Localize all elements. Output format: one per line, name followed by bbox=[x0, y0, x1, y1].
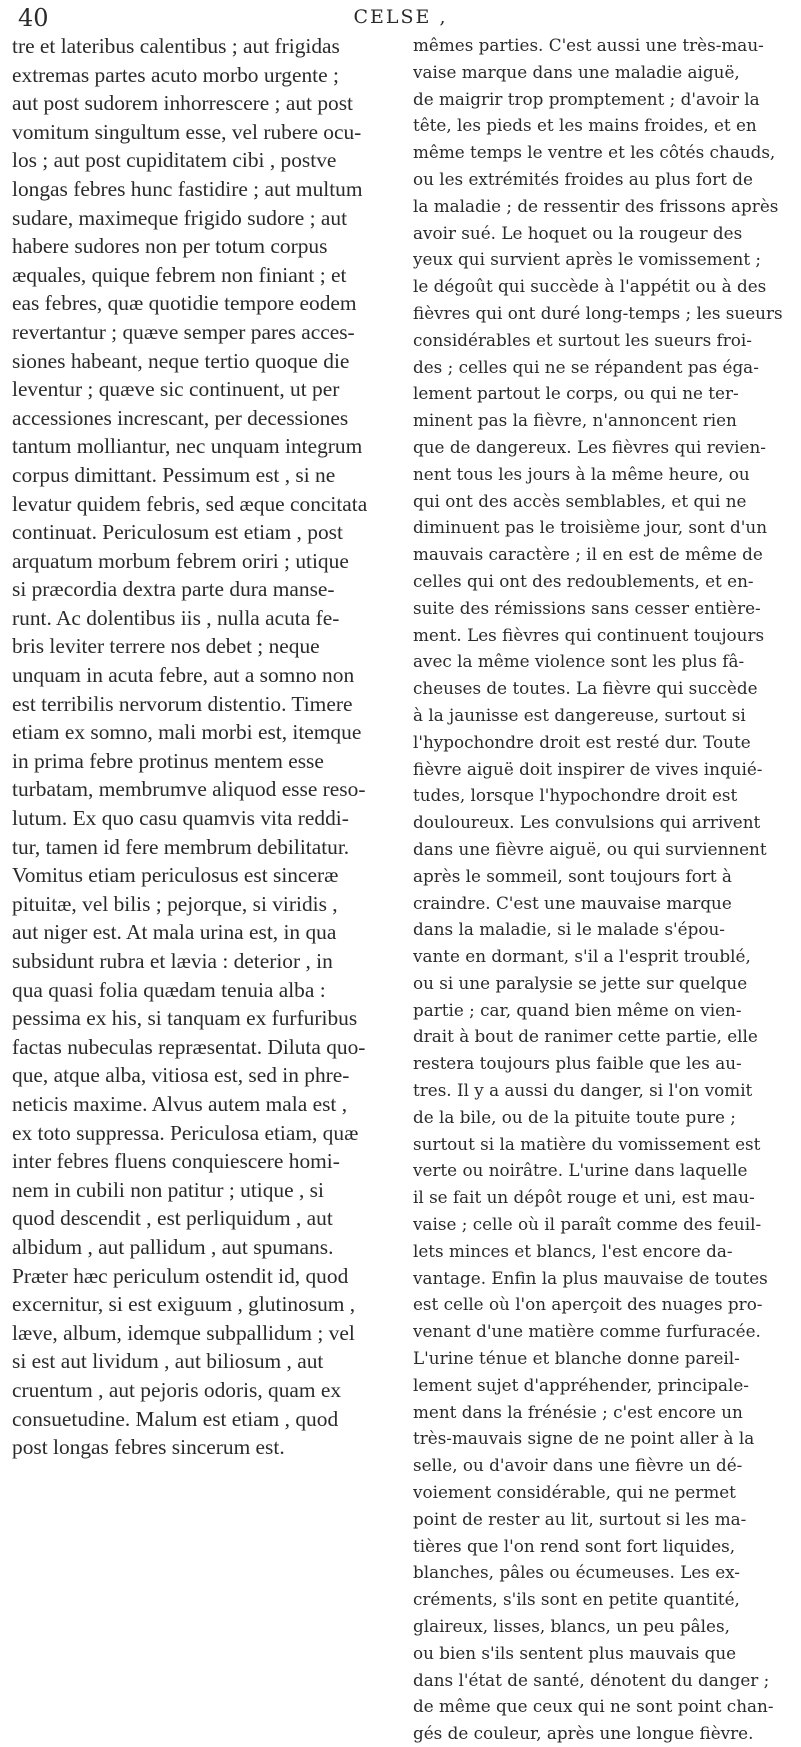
french-text-line: lement sujet d'appréhender, principale- bbox=[413, 1374, 749, 1395]
french-text-line: tudes, lorsque l'hypochondre droit est bbox=[413, 785, 738, 806]
latin-text-line: tantum molliantur, nec unquam integrum bbox=[12, 434, 363, 459]
latin-text-line: inter febres fluens conquiescere homi- bbox=[12, 1149, 340, 1174]
latin-text-line: si est aut lividum , aut biliosum , aut bbox=[12, 1349, 324, 1374]
french-text-line: diminuent pas le troisième jour, sont d'un bbox=[413, 517, 768, 538]
latin-text-line: aut post sudorem inhorrescere ; aut post bbox=[12, 91, 353, 116]
french-text-line: ou si une paralysie se jette sur quelque bbox=[413, 972, 748, 993]
french-text-line: nent tous les jours à la même heure, ou bbox=[413, 463, 750, 484]
french-text-line: drait à bout de ranimer cette partie, elle bbox=[413, 1026, 758, 1047]
french-text-line: avoir sué. Le hoquet ou la rougeur des bbox=[413, 222, 743, 243]
french-text-line: restera toujours plus faible que les au- bbox=[413, 1053, 742, 1074]
french-text-line: venant d'une matière comme furfuracée. bbox=[413, 1321, 761, 1342]
french-text-line: créments, s'ils sont en petite quantité, bbox=[413, 1589, 740, 1610]
french-text-line: glaireux, lisses, blancs, un peu pâles, bbox=[413, 1616, 730, 1637]
french-text-line: fièvres qui ont duré long-temps ; les sueurs bbox=[413, 302, 783, 323]
french-text-line: après le sommeil, sont toujours fort à bbox=[413, 865, 732, 886]
latin-text-line: revertantur ; quæve semper pares acces- bbox=[12, 319, 355, 344]
french-text-line: dans la maladie, si le malade s'épou- bbox=[413, 919, 725, 940]
latin-text-line: æquales, quique febrem non finiant ; et bbox=[12, 262, 347, 287]
french-text-line: ment. Les fièvres qui continuent toujours bbox=[413, 624, 765, 645]
latin-text-line: neticis maxime. Alvus autem mala est , bbox=[12, 1091, 348, 1116]
latin-text-line: corpus dimittant. Pessimum est , si ne bbox=[12, 462, 336, 487]
french-text-line: fièvre aiguë doit inspirer de vives inquié- bbox=[413, 758, 763, 779]
french-text-line: lement partout le corps, ou qui ne ter- bbox=[413, 383, 739, 404]
french-text-line: qui ont des accès semblables, et qui ne bbox=[413, 490, 747, 511]
french-text-line: selle, ou d'avoir dans une fièvre un dé- bbox=[413, 1455, 743, 1476]
french-text-line: de même que ceux qui ne sont point chan- bbox=[413, 1696, 774, 1717]
french-text-line: gés de couleur, après une longue fièvre. bbox=[413, 1723, 754, 1744]
french-text-line: même temps le ventre et les côtés chauds, bbox=[413, 142, 776, 163]
latin-text-line: que, atque alba, vitiosa est, sed in phre- bbox=[12, 1063, 350, 1088]
french-text-line: partie ; car, quand bien même on vien- bbox=[413, 999, 742, 1020]
latin-text-line: longas febres hunc fastidire ; aut multum bbox=[12, 176, 363, 201]
french-text-line: verte ou noirâtre. L'urine dans laquelle bbox=[413, 1160, 748, 1181]
french-text-line: vaise marque dans une maladie aiguë, bbox=[413, 61, 740, 82]
french-text-line: cheuses de toutes. La fièvre qui succède bbox=[413, 678, 758, 699]
latin-text-line: albidum , aut pallidum , aut spumans. bbox=[12, 1234, 334, 1259]
french-text-line: vante en dormant, s'il a l'esprit troublé, bbox=[413, 946, 751, 967]
french-text-line: dans l'état de santé, dénotent du danger ; bbox=[413, 1669, 770, 1690]
french-text-line: yeux qui survient après le vomissement ; bbox=[413, 249, 762, 270]
latin-text-line: extremas partes acuto morbo urgente ; bbox=[12, 62, 339, 87]
french-text-line: lets minces et blancs, l'est encore da- bbox=[413, 1240, 733, 1261]
french-text-line: vantage. Enfin la plus mauvaise de toutes bbox=[413, 1267, 768, 1288]
french-text-line: blanches, pâles ou écumeuses. Les ex- bbox=[413, 1562, 740, 1583]
latin-text-line: factas nubeculas repræsentat. Diluta quo- bbox=[12, 1034, 366, 1059]
french-text-line: douloureux. Les convulsions qui arrivent bbox=[413, 812, 761, 833]
french-text-line: mêmes parties. C'est aussi une très-mau- bbox=[413, 35, 764, 55]
latin-text-line: est terribilis nervorum distentio. Timere bbox=[12, 691, 353, 716]
french-text-line: le dégoût qui succède à l'appétit ou à des bbox=[413, 276, 767, 297]
latin-text-line: tur, tamen id fere membrum debilitatur. bbox=[12, 834, 350, 859]
latin-text-line: habere sudores non per totum corpus bbox=[12, 234, 328, 259]
latin-text-line: vomitum singultum esse, vel rubere ocu- bbox=[12, 119, 362, 144]
latin-text-line: pessima ex his, si tanquam ex furfuribus bbox=[12, 1006, 358, 1031]
french-text-line: craindre. C'est une mauvaise marque bbox=[413, 892, 732, 913]
french-text-column bbox=[413, 32, 795, 1747]
french-text-line: très-mauvais signe de ne point aller à la bbox=[413, 1428, 755, 1449]
latin-text-line: consuetudine. Malum est etiam , quod bbox=[12, 1406, 339, 1431]
latin-text-line: aut niger est. At mala urina est, in qua bbox=[12, 920, 337, 945]
french-text-line: la maladie ; de ressentir des frissons après bbox=[413, 195, 779, 216]
french-text-line: celles qui ont des redoublements, et en- bbox=[413, 570, 754, 591]
latin-text-column bbox=[12, 32, 386, 1462]
latin-text-line: nem in cubili non patitur ; utique , si bbox=[12, 1177, 324, 1202]
french-text-line: l'hypochondre droit est resté dur. Toute bbox=[413, 731, 751, 752]
latin-text-line: tre et lateribus calentibus ; aut frigidas bbox=[12, 34, 340, 58]
french-text-line: de maigrir trop promptement ; d'avoir la bbox=[413, 88, 760, 109]
latin-text-line: los ; aut post cupiditatem cibi , postve bbox=[12, 148, 337, 173]
latin-text-line: qua quasi folia quædam tenuia alba : bbox=[12, 977, 326, 1002]
latin-text-line: post longas febres sincerum est. bbox=[12, 1435, 285, 1460]
page-number: 40 bbox=[18, 4, 49, 32]
french-text-line: tête, les pieds et les mains froides, et en bbox=[413, 115, 757, 136]
french-text-line: tières que l'on rend sont fort liquides, bbox=[413, 1535, 736, 1556]
latin-text-line: siones habeant, neque tertio quoque die bbox=[12, 348, 350, 373]
latin-text-line: quod descendit , est perliquidum , aut bbox=[12, 1206, 333, 1231]
latin-text-line: leventur ; quæve sic continuent, ut per bbox=[12, 377, 340, 402]
latin-text-line: pituitæ, vel bilis ; pejorque, si viridis , bbox=[12, 891, 338, 916]
french-text-line: tres. Il y a aussi du danger, si l'on vomit bbox=[413, 1080, 753, 1101]
running-head: CELSE , bbox=[353, 6, 448, 28]
latin-text-line: levatur quidem febris, sed æque concitata bbox=[12, 491, 368, 516]
french-text-line: des ; celles qui ne se répandent pas éga- bbox=[413, 356, 759, 377]
latin-text-line: læve, album, idemque subpallidum ; vel bbox=[12, 1320, 355, 1345]
french-text-line: de la bile, ou de la pituite toute pure ; bbox=[413, 1106, 736, 1127]
latin-text-line: cruentum , aut pejoris odoris, quam ex bbox=[12, 1377, 342, 1402]
latin-text-line: continuat. Periculosum est etiam , post bbox=[12, 520, 343, 545]
french-text-line: avec la même violence sont les plus fâ- bbox=[413, 651, 745, 672]
latin-text-line: bris leviter terrere nos debet ; neque bbox=[12, 634, 320, 659]
latin-text-line: Præter hæc periculum ostendit id, quod bbox=[12, 1263, 349, 1288]
latin-text-line: ex toto suppressa. Periculosa etiam, quæ bbox=[12, 1120, 359, 1145]
french-text-line: ou bien s'ils sentent plus mauvais que bbox=[413, 1642, 737, 1663]
latin-text-line: subsidunt rubra et lævia : deterior , in bbox=[12, 949, 333, 973]
french-text-line: L'urine ténue et blanche donne pareil- bbox=[413, 1348, 740, 1369]
french-text-line: mauvais caractère ; il en est de même de bbox=[413, 544, 763, 565]
french-text-line: voiement considérable, qui ne permet bbox=[413, 1482, 736, 1503]
latin-text-line: in prima febre protinus mentem esse bbox=[12, 748, 324, 773]
latin-text-line: sudare, maximeque frigido sudore ; aut bbox=[12, 205, 348, 230]
latin-text-line: arquatum morbum febrem oriri ; utique bbox=[12, 548, 349, 573]
latin-text-line: turbatam, membrumve aliquod esse reso- bbox=[12, 777, 366, 802]
french-text-line: dans une fièvre aiguë, ou qui surviennent bbox=[413, 838, 767, 859]
french-text-line: minent pas la fièvre, n'annoncent rien bbox=[413, 410, 737, 431]
latin-text-line: excernitur, si est exiguum , glutinosum , bbox=[12, 1292, 356, 1317]
french-text-line: suite des rémissions sans cesser entière- bbox=[413, 597, 761, 618]
french-text-line: à la jaunisse est dangereuse, surtout si bbox=[413, 704, 746, 725]
latin-text-line: accessiones increscant, per decessiones bbox=[12, 405, 349, 430]
french-text-line: il se fait un dépôt rouge et uni, est mau- bbox=[413, 1187, 755, 1208]
latin-text-line: eas febres, quæ quotidie tempore eodem bbox=[12, 291, 357, 316]
french-text-line: vaise ; celle où il paraît comme des feuil- bbox=[413, 1214, 762, 1235]
latin-text-line: lutum. Ex quo casu quamvis vita reddi- bbox=[12, 806, 349, 831]
latin-text-line: Vomitus etiam periculosus est sinceræ bbox=[12, 863, 339, 888]
french-text-line: que de dangereux. Les fièvres qui revien- bbox=[413, 436, 766, 457]
latin-text-line: etiam ex somno, mali morbi est, itemque bbox=[12, 720, 362, 745]
french-text-line: considérables et surtout les sueurs froi- bbox=[413, 329, 752, 350]
french-text-line: est celle où l'on aperçoit des nuages pro- bbox=[413, 1294, 763, 1315]
french-text-line: ment dans la frénésie ; c'est encore un bbox=[413, 1401, 743, 1422]
latin-text-line: unquam in acuta febre, aut a somno non bbox=[12, 663, 355, 688]
latin-text-line: runt. Ac dolentibus iis , nulla acuta fe- bbox=[12, 605, 340, 630]
latin-text-line: si præcordia dextra parte dura manse- bbox=[12, 577, 335, 602]
french-text-line: surtout si la matière du vomissement est bbox=[413, 1133, 761, 1154]
french-text-line: ou les extrémités froides au plus fort de bbox=[413, 168, 753, 189]
french-text-line: point de rester au lit, surtout si les ma- bbox=[413, 1508, 747, 1529]
